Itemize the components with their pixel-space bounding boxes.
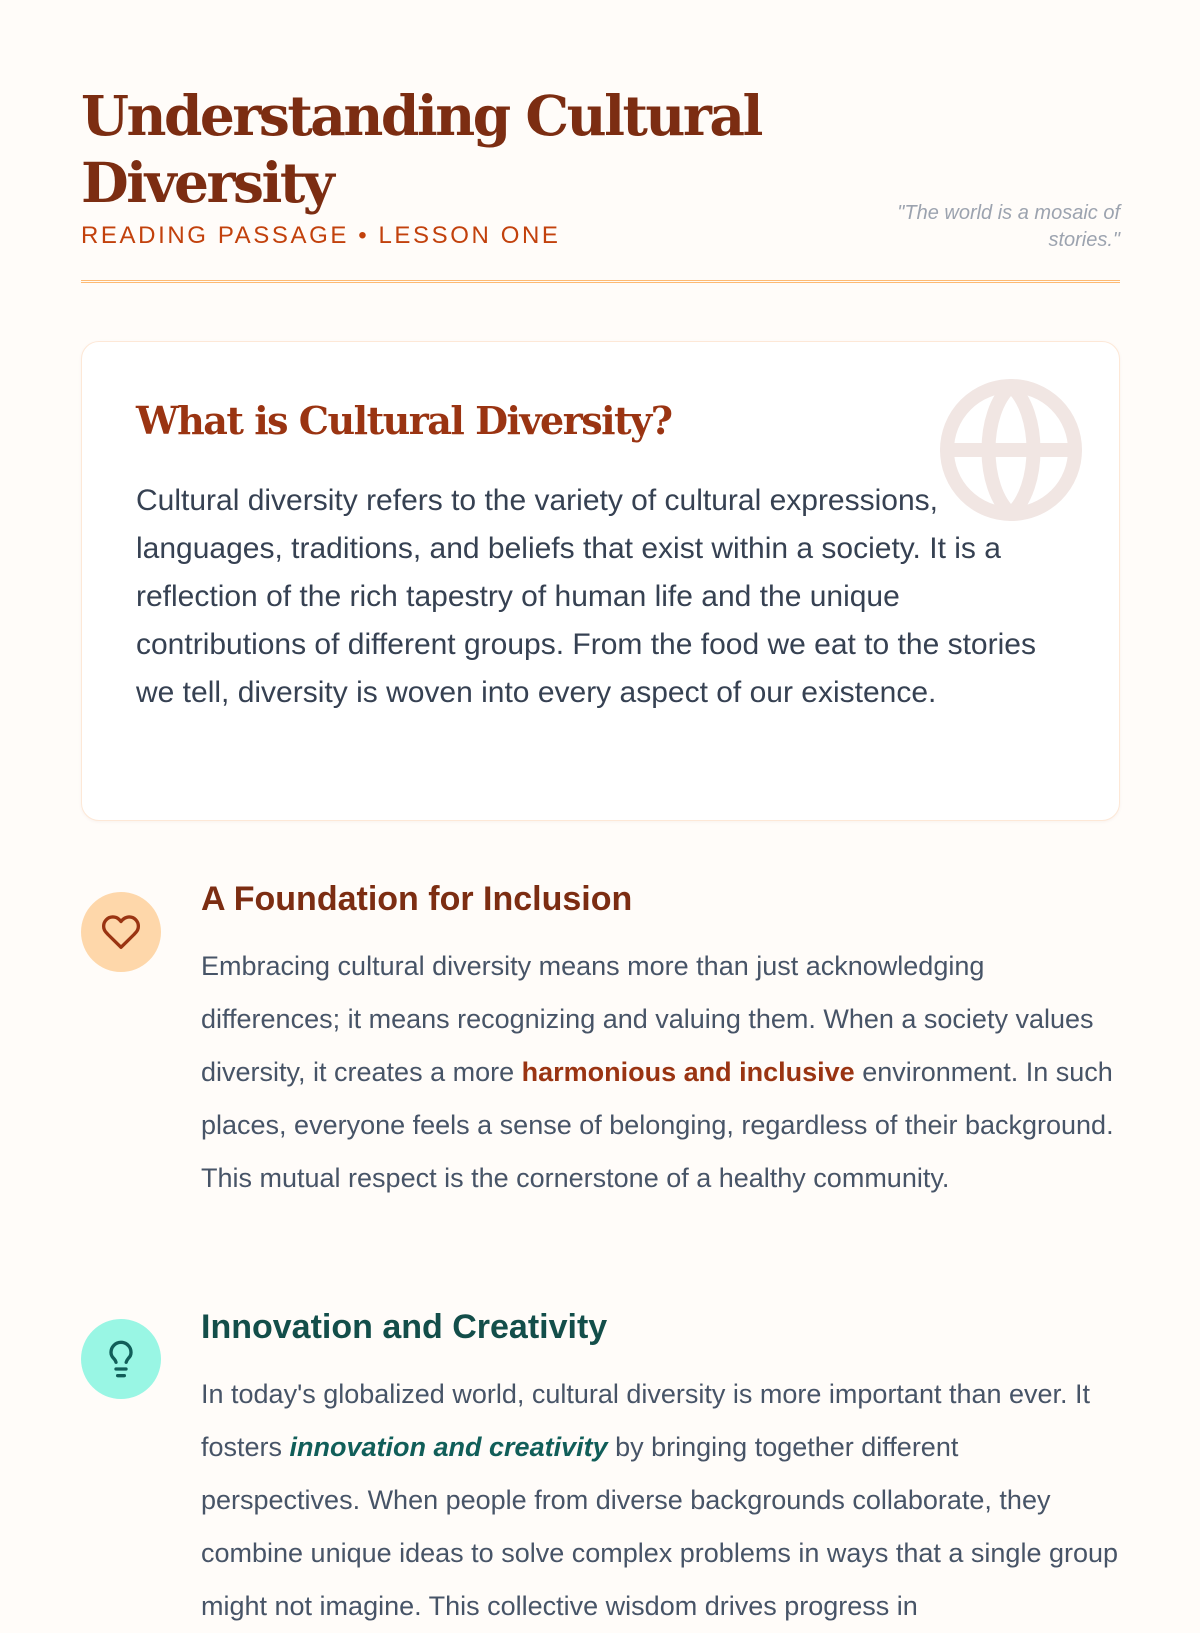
reading-page	[81, 0, 1120, 1621]
lightbulb-icon	[81, 1319, 161, 1399]
header-quote: "The world is a mosaic of stories."	[897, 202, 1120, 251]
section-text-part: by bringing together different perspectives. When people from diverse backgrounds collaborate, they combine unique ideas to solve complex problems in ways that a single group might not imagine. This collective wisdom drives progress in	[201, 1432, 1119, 1621]
highlight-text: innovation and creativity	[289, 1432, 608, 1462]
page-header	[81, 0, 1120, 290]
page-title: Understanding Cultural Diversity	[81, 83, 761, 215]
card-text: Cultural diversity refers to the variety of cultural expressions, languages, traditions, and beliefs that exist within a society. It is a reflection of the rich tapestry of human life and the unique contributions of different groups. From the food we eat to the stories we tell, diversity is woven into every aspect of our existence.	[136, 484, 1036, 709]
lesson-subtitle: READING PASSAGE • LESSON ONE	[81, 222, 561, 249]
heart-icon	[81, 892, 161, 972]
card-title: What is Cultural Diversity?	[136, 398, 672, 443]
intro-card	[81, 341, 1120, 821]
section-text	[201, 1368, 1120, 1633]
header-divider	[81, 280, 1120, 283]
section-text	[201, 940, 1120, 1205]
section-text-part: Embracing cultural diversity means more than just acknowledging differences; it means recognizing and valuing them. When a society values diversity, it creates a more	[201, 951, 1094, 1087]
section-title: A Foundation for Inclusion	[201, 880, 633, 918]
highlight-text: harmonious and inclusive	[521, 1057, 855, 1087]
section-text-part: environment. In such places, everyone feels a sense of belonging, regardless of their background. This mutual respect is the cornerstone of a healthy community.	[201, 1057, 1114, 1193]
section-title: Innovation and Creativity	[201, 1308, 608, 1346]
section-text-part: In today's globalized world, cultural diversity is more important than ever. It fosters	[201, 1379, 1091, 1462]
